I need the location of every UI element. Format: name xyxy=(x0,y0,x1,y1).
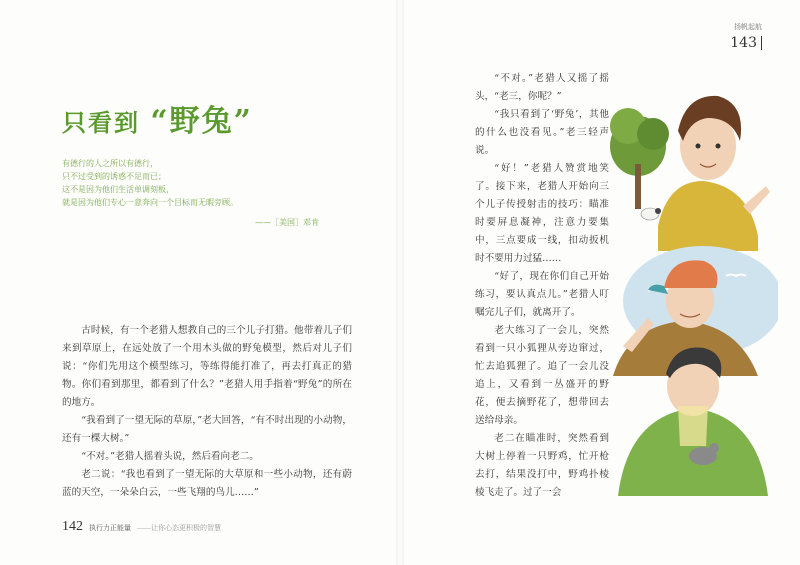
epigraph-line: 有德行的人之所以有德行， xyxy=(62,159,158,168)
epigraph-line: 就是因为他们专心一意奔向一个目标而无暇旁顾。 xyxy=(62,198,238,207)
paragraph: “好！”老猎人赞赏地笑了。接下来，老猎人开始向三个儿子传授射击的技巧：瞄准时要屏息凝神，注意力要集中，三点要成一线，扣动扳机时不要用力过猛…… xyxy=(475,163,609,264)
paragraph: 老二说：“我也看到了一望无际的大草原和一些小动物，还有蔚蓝的天空，一朵朵白云，一些飞翔的鸟儿……” xyxy=(62,469,352,498)
son-looking-at-tree-image xyxy=(610,96,770,251)
paragraph: “好了，现在你们自己开始练习，要认真点儿。”老猎人叮嘱完儿子们，就离开了。 xyxy=(475,271,609,318)
right-page xyxy=(400,0,800,565)
right-body-text xyxy=(475,70,609,502)
epigraph-source: ——［美国］邓肯 xyxy=(255,218,319,227)
left-body-text xyxy=(62,322,352,502)
paragraph: 老二在瞄准时，突然看到大树上停着一只野鸡，忙开枪去打，结果没打中，野鸡扑棱棱飞走了。过了一会 xyxy=(475,433,609,498)
right-header xyxy=(730,22,762,51)
three-sons-illustration xyxy=(608,86,778,496)
header-section: 扬帆起航 xyxy=(734,23,762,31)
page-number: 143 xyxy=(730,35,757,51)
footer-subtitle: ——让你心态更积极的智慧 xyxy=(137,524,221,532)
left-footer xyxy=(62,519,221,535)
chapter-title xyxy=(62,96,253,140)
book-gutter xyxy=(396,0,404,565)
title-pre: 只看到 xyxy=(62,108,140,137)
paragraph: “我只看到了‘野兔’，其他的什么也没看见。”老三轻声说。 xyxy=(475,109,609,156)
paragraph: “不对。”老猎人又摇了摇头，“老三，你呢？” xyxy=(475,73,609,102)
epigraph-line: 这不是因为他们生活单调刻板， xyxy=(62,185,174,194)
title-quoted: “野兔” xyxy=(150,104,253,139)
footer-section: 执行力正能量 xyxy=(89,524,131,532)
page-number: 142 xyxy=(62,519,83,534)
paragraph: 古时候，有一个老猎人想教自己的三个儿子打猎。他带着儿子们来到草原上，在远处放了一个用木头做的野兔模型，然后对儿子们说：“你们先用这个模型练习，等练得能打准了，再去打真正的猎物。你们看到那里，都看到了什么？”老猎人用手指着“野兔”的所在的地方。 xyxy=(62,325,352,408)
paragraph: “我看到了一望无际的草原，”老大回答，“有不时出现的小动物，还有一棵大树。” xyxy=(62,415,352,444)
header-rule xyxy=(761,36,762,50)
paragraph: 老大练习了一会儿，突然看到一只小狐狸从旁边窜过，忙去追狐狸了。追了一会儿没追上，又看到一丛盛开的野花，便去摘野花了，想带回去送给母亲。 xyxy=(475,325,609,426)
epigraph-line: 只不过受到的诱惑不足而已； xyxy=(62,172,166,181)
paragraph: “不对。”老猎人摇着头说，然后看向老二。 xyxy=(81,451,259,462)
epigraph xyxy=(62,157,302,209)
